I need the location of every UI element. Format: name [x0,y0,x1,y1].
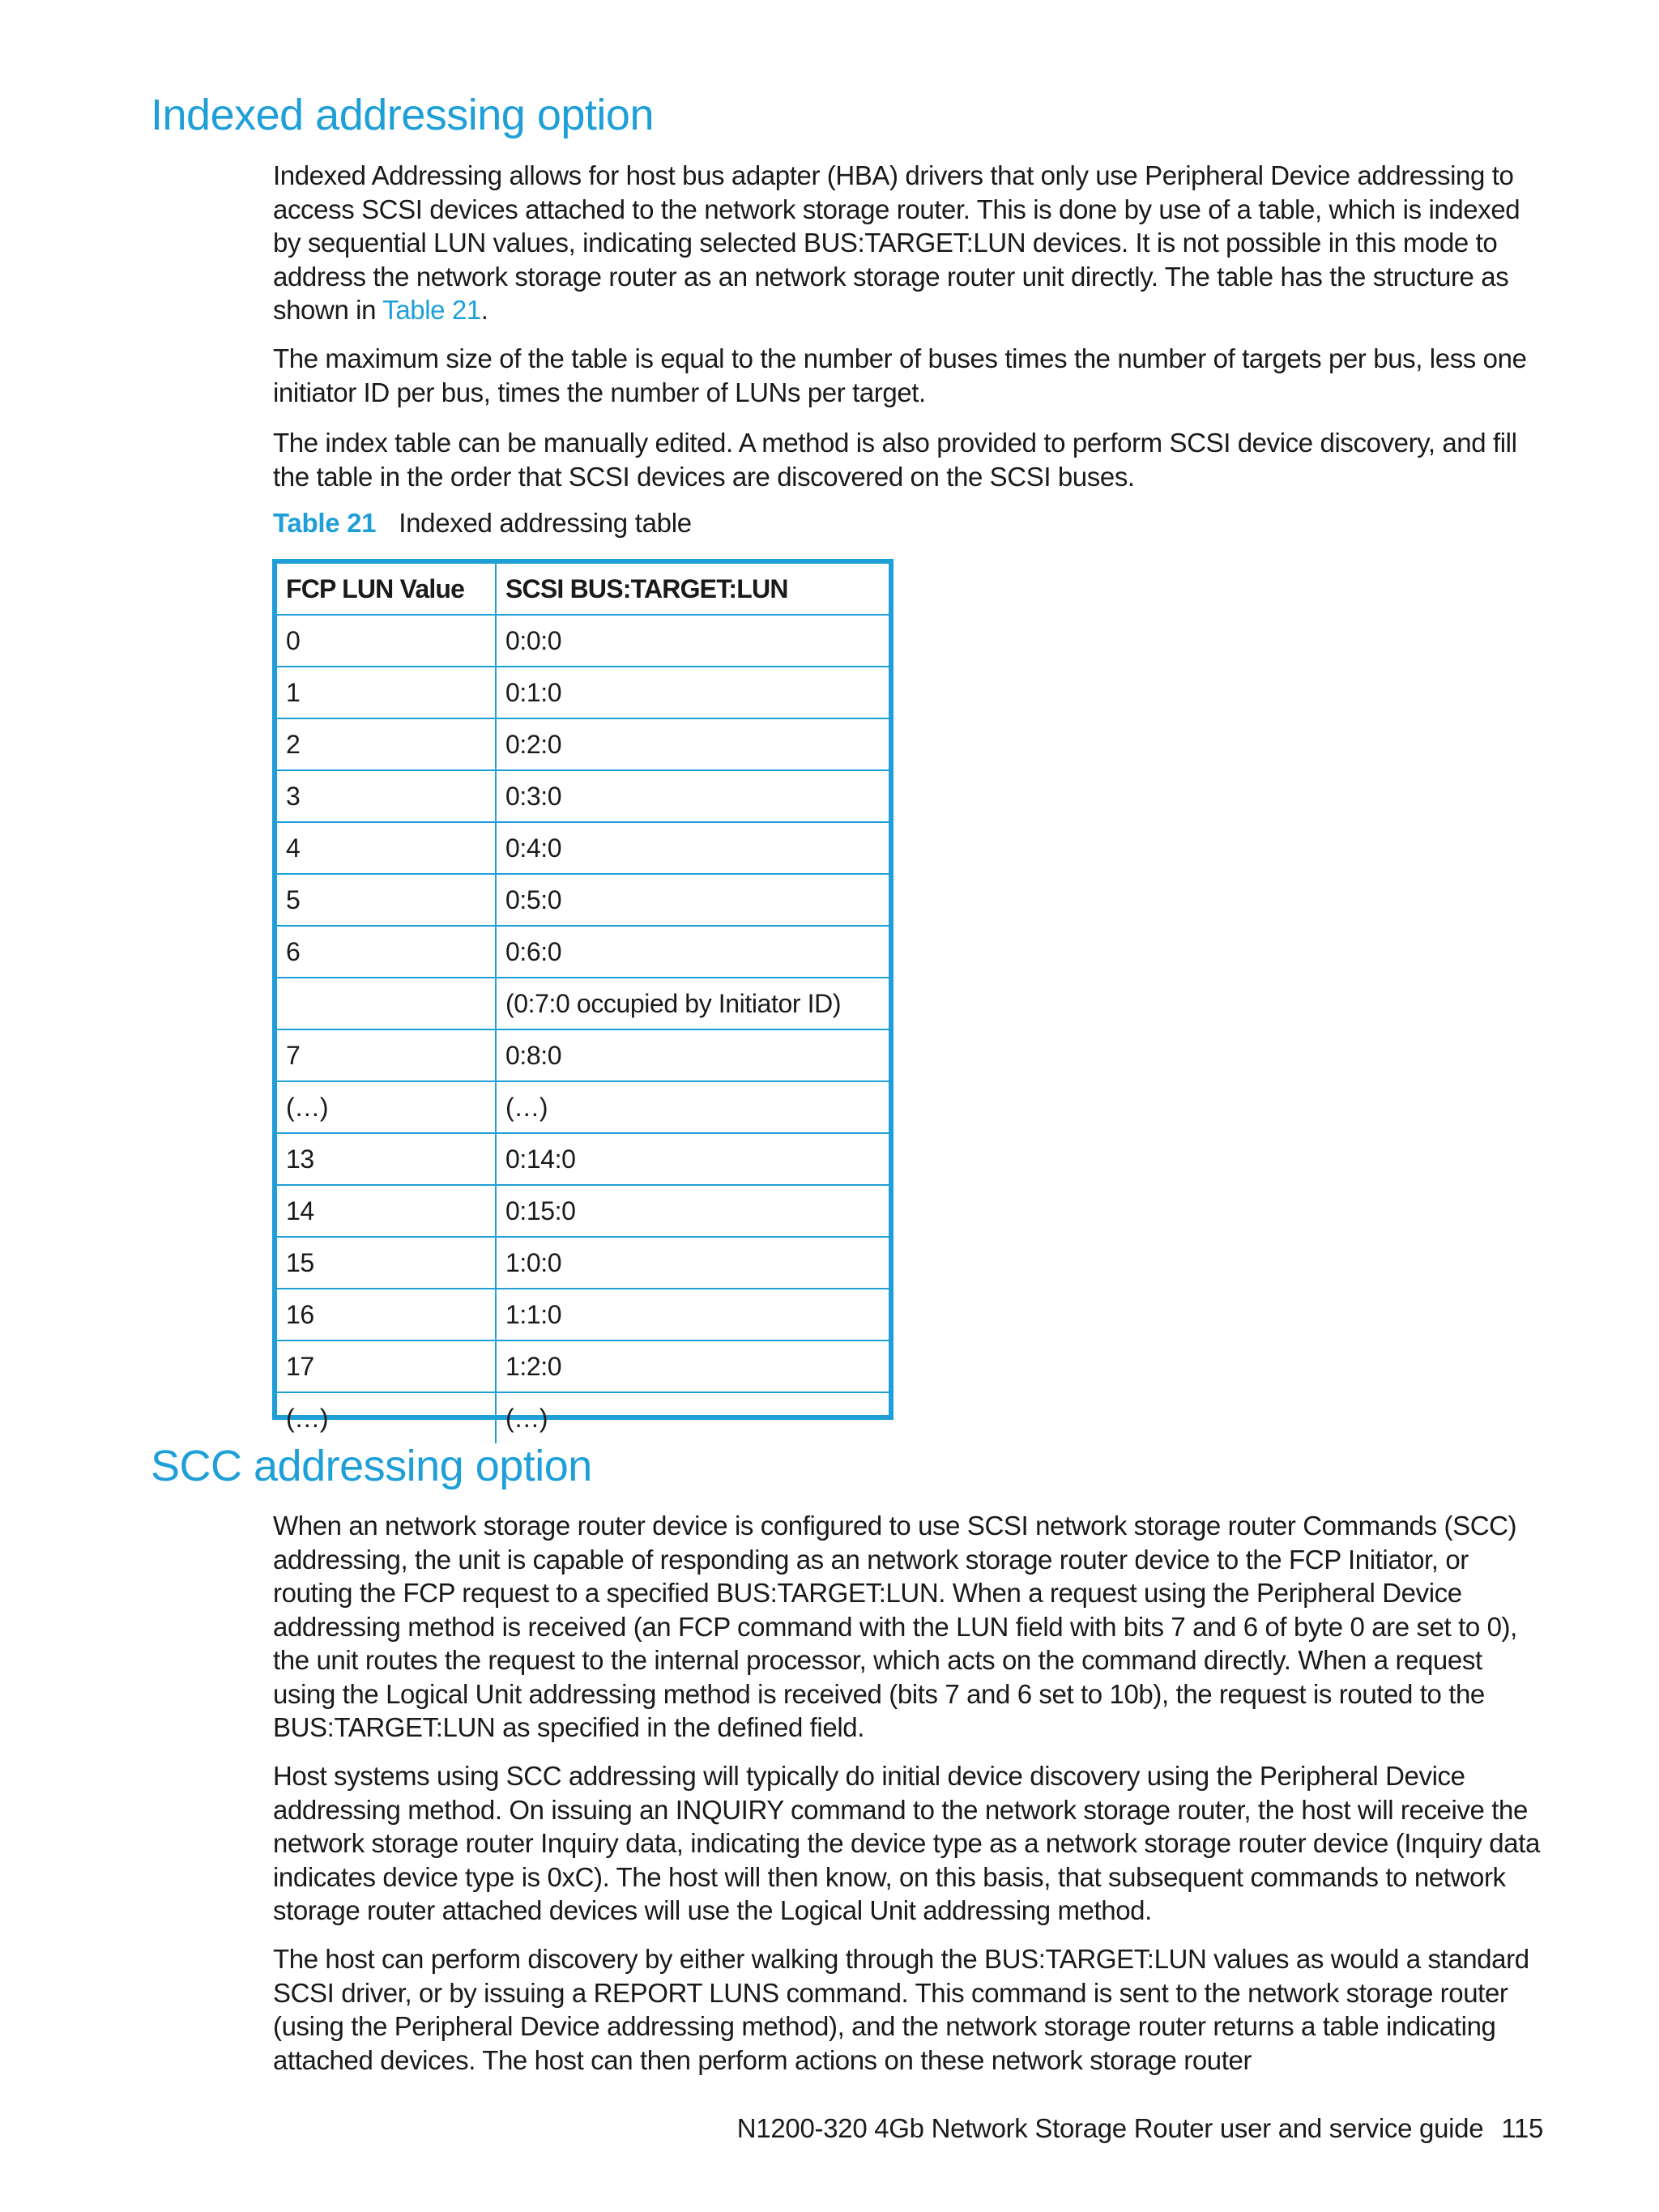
scc-addressing-paragraph-1: When an network storage router device is configured to use SCSI network storage router Commands (SCC) addressing, the unit is capable of responding as an network storage router device to the FCP Initiator, or routing the FCP request to a specified BUS:TARGET:LUN. When a request using the Peripheral Device addressing method is received (an FCP command with the LUN field with bits 7 and 6 of byte 0 are set to 0), the unit routes the request to the internal processor, which acts on the command directly. When a request using the Logical Unit addressing method is received (bits 7 and 6 set to 10b), the request is routed to the BUS:TARGET:LUN as specified in the defined field. [273,1511,1517,1742]
cell-scsi-bus-target-lun: 0:4:0 [496,822,889,874]
indexed-addressing-paragraph-1 [273,159,1549,327]
scc-addressing-paragraph-3: The host can perform discovery by either walking through the BUS:TARGET:LUN values as would a standard SCSI driver, or by issuing a REPORT LUNS command. This command is sent to the network storage router (using the Peripheral Device addressing method), and the network storage router returns a table indicating attached devices. The host can then perform actions on these network storage router [273,1944,1529,2075]
table-row [277,718,889,770]
cell-fcp-lun-value: 16 [277,1289,496,1340]
table-21-link[interactable]: Table 21 [382,295,481,325]
cell-fcp-lun-value [277,978,496,1029]
table-row [277,822,889,874]
cell-fcp-lun-value: 2 [277,718,496,770]
table-row [277,874,889,926]
table-caption [273,505,692,541]
cell-scsi-bus-target-lun: 0:8:0 [496,1029,889,1081]
cell-fcp-lun-value: (…) [277,1392,496,1443]
table-row [277,770,889,822]
cell-scsi-bus-target-lun: 0:15:0 [496,1185,889,1237]
cell-scsi-bus-target-lun: (…) [496,1081,889,1133]
header-scsi-bus-target-lun: SCSI BUS:TARGET:LUN [496,564,889,615]
cell-fcp-lun-value: 5 [277,874,496,926]
cell-fcp-lun-value: 6 [277,926,496,978]
table-row [277,1340,889,1392]
paragraph-text: Indexed Addressing allows for host bus adapter (HBA) drivers that only use Peripheral Device addressing to access SCSI devices attached to the network storage router. This is done by use of a table, which is indexed by sequential LUN values, indicating selected BUS:TARGET:LUN devices. It is not possible in this mode to address the network storage router as an network storage router unit directly. The table has the structure as shown in [273,160,1520,325]
table-row [277,1081,889,1133]
indexed-addressing-paragraph-2: The maximum size of the table is equal to the number of buses times the number of targets per bus, less one initiator ID per bus, times the number of LUNs per target. [273,343,1527,407]
header-fcp-lun-value: FCP LUN Value [277,564,496,615]
cell-scsi-bus-target-lun: 1:1:0 [496,1289,889,1340]
cell-scsi-bus-target-lun: 1:2:0 [496,1340,889,1392]
cell-scsi-bus-target-lun: 0:1:0 [496,667,889,718]
table-row [277,1185,889,1237]
cell-fcp-lun-value: 3 [277,770,496,822]
indexed-addressing-paragraph-3: The index table can be manually edited. A method is also provided to perform SCSI device discovery, and fill the table in the order that SCSI devices are discovered on the SCSI buses. [273,428,1517,492]
cell-fcp-lun-value: 7 [277,1029,496,1081]
table-header-row [277,564,889,615]
cell-fcp-lun-value: (…) [277,1081,496,1133]
cell-scsi-bus-target-lun: 0:6:0 [496,926,889,978]
cell-fcp-lun-value: 1 [277,667,496,718]
cell-fcp-lun-value: 17 [277,1340,496,1392]
cell-scsi-bus-target-lun: 0:0:0 [496,615,889,667]
section-title-scc-addressing: SCC addressing option [151,1442,592,1490]
cell-scsi-bus-target-lun: 1:0:0 [496,1237,889,1289]
table-row [277,1133,889,1185]
cell-fcp-lun-value: 13 [277,1133,496,1185]
table-row [277,926,889,978]
cell-scsi-bus-target-lun: (0:7:0 occupied by Initiator ID) [496,978,889,1029]
cell-fcp-lun-value: 0 [277,615,496,667]
table-row [277,1392,889,1443]
table-caption-title: Indexed addressing table [399,508,692,538]
indexed-addressing-table [272,559,893,1433]
table-row [277,1029,889,1081]
page-footer [737,2111,1543,2146]
cell-fcp-lun-value: 14 [277,1185,496,1237]
footer-guide-title: N1200-320 4Gb Network Storage Router user and service guide [736,2113,1484,2143]
table-row [277,1237,889,1289]
table-caption-number: Table 21 [273,508,377,538]
cell-scsi-bus-target-lun: 0:5:0 [496,874,889,926]
table-row [277,615,889,667]
table-row [277,667,889,718]
table-row [277,1289,889,1340]
cell-scsi-bus-target-lun: 0:3:0 [496,770,889,822]
cell-fcp-lun-value: 15 [277,1237,496,1289]
table-row [277,978,889,1029]
scc-addressing-paragraph-2: Host systems using SCC addressing will typically do initial device discovery using the Peripheral Device addressing method. On issuing an INQUIRY command to the network storage router, the host will receive the network storage router Inquiry data, indicating the device type as a network storage router device (Inquiry data indicates device type is 0xC). The host will then know, on this basis, that subsequent commands to network storage router attached devices will use the Logical Unit addressing method. [273,1761,1540,1925]
cell-fcp-lun-value: 4 [277,822,496,874]
cell-scsi-bus-target-lun: 0:2:0 [496,718,889,770]
footer-page-number: 115 [1501,2113,1543,2143]
cell-scsi-bus-target-lun: (…) [496,1392,889,1443]
paragraph-text-end: . [480,295,488,325]
table-body [277,615,889,1443]
section-title-indexed-addressing: Indexed addressing option [151,91,654,139]
cell-scsi-bus-target-lun: 0:14:0 [496,1133,889,1185]
